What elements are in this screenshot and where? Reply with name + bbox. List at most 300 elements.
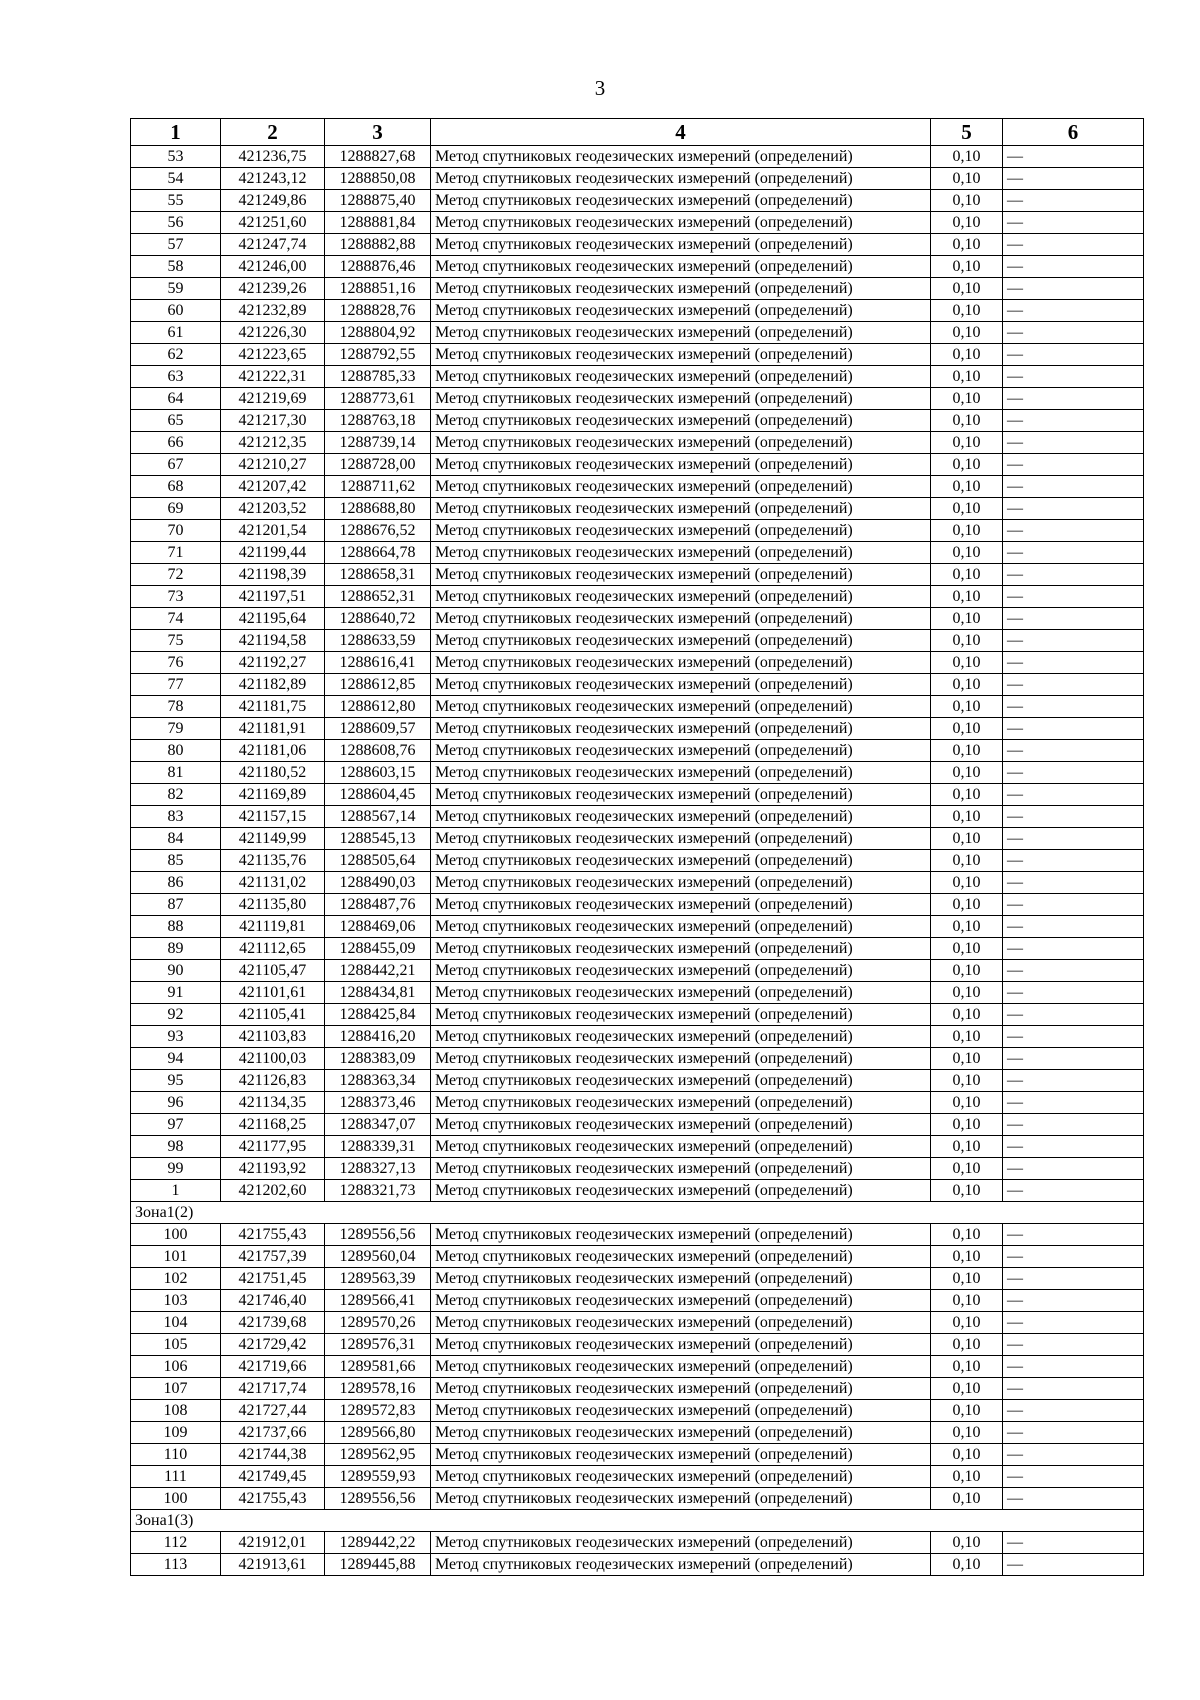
- description-cell: —: [1003, 146, 1144, 168]
- coordinate-x-cell: 421112,65: [221, 938, 325, 960]
- description-cell: —: [1003, 630, 1144, 652]
- point-number-cell: 87: [131, 894, 221, 916]
- table-row: [131, 366, 1144, 388]
- coordinate-y-cell: 1288676,52: [325, 520, 431, 542]
- method-cell: Метод спутниковых геодезических измерений (определений): [431, 938, 931, 960]
- coordinate-y-cell: 1288828,76: [325, 300, 431, 322]
- coordinate-x-cell: 421119,81: [221, 916, 325, 938]
- point-number-cell: 77: [131, 674, 221, 696]
- accuracy-cell: 0,10: [931, 806, 1003, 828]
- coordinate-y-cell: 1288612,85: [325, 674, 431, 696]
- point-number-cell: 101: [131, 1246, 221, 1268]
- method-cell: Метод спутниковых геодезических измерений (определений): [431, 1466, 931, 1488]
- coordinate-x-cell: 421243,12: [221, 168, 325, 190]
- coordinate-y-cell: 1289570,26: [325, 1312, 431, 1334]
- coordinate-x-cell: 421746,40: [221, 1290, 325, 1312]
- description-cell: —: [1003, 718, 1144, 740]
- coordinate-x-cell: 421100,03: [221, 1048, 325, 1070]
- point-number-cell: 66: [131, 432, 221, 454]
- table-row: [131, 190, 1144, 212]
- table-row: [131, 1026, 1144, 1048]
- description-cell: —: [1003, 740, 1144, 762]
- coordinate-y-cell: 1288827,68: [325, 146, 431, 168]
- table-row: [131, 1004, 1144, 1026]
- coordinate-y-cell: 1288545,13: [325, 828, 431, 850]
- coordinate-x-cell: 421239,26: [221, 278, 325, 300]
- table-row: [131, 696, 1144, 718]
- table-row: [131, 564, 1144, 586]
- method-cell: Метод спутниковых геодезических измерений (определений): [431, 476, 931, 498]
- zone-row: [131, 1510, 1144, 1532]
- table-row: [131, 410, 1144, 432]
- description-cell: —: [1003, 190, 1144, 212]
- method-cell: Метод спутниковых геодезических измерений (определений): [431, 784, 931, 806]
- description-cell: —: [1003, 212, 1144, 234]
- description-cell: —: [1003, 1554, 1144, 1576]
- method-cell: Метод спутниковых геодезических измерений (определений): [431, 608, 931, 630]
- description-cell: —: [1003, 278, 1144, 300]
- point-number-cell: 53: [131, 146, 221, 168]
- description-cell: —: [1003, 1224, 1144, 1246]
- method-cell: Метод спутниковых геодезических измерений (определений): [431, 212, 931, 234]
- table-row: [131, 1158, 1144, 1180]
- method-cell: Метод спутниковых геодезических измерений (определений): [431, 1114, 931, 1136]
- method-cell: Метод спутниковых геодезических измерений (определений): [431, 146, 931, 168]
- accuracy-cell: 0,10: [931, 1246, 1003, 1268]
- method-cell: Метод спутниковых геодезических измерений (определений): [431, 1488, 931, 1510]
- method-cell: Метод спутниковых геодезических измерений (определений): [431, 1070, 931, 1092]
- coordinate-x-cell: 421222,31: [221, 366, 325, 388]
- method-cell: Метод спутниковых геодезических измерений (определений): [431, 1422, 931, 1444]
- description-cell: —: [1003, 234, 1144, 256]
- description-cell: —: [1003, 168, 1144, 190]
- method-cell: Метод спутниковых геодезических измерений (определений): [431, 278, 931, 300]
- accuracy-cell: 0,10: [931, 212, 1003, 234]
- accuracy-cell: 0,10: [931, 1554, 1003, 1576]
- table-row: [131, 1444, 1144, 1466]
- coordinate-x-cell: 421101,61: [221, 982, 325, 1004]
- description-cell: —: [1003, 542, 1144, 564]
- point-number-cell: 76: [131, 652, 221, 674]
- table-row: [131, 608, 1144, 630]
- coordinate-y-cell: 1288739,14: [325, 432, 431, 454]
- table-row: [131, 1334, 1144, 1356]
- coordinate-x-cell: 421212,35: [221, 432, 325, 454]
- point-number-cell: 99: [131, 1158, 221, 1180]
- table-row: [131, 1378, 1144, 1400]
- table-row: [131, 1554, 1144, 1576]
- accuracy-cell: 0,10: [931, 322, 1003, 344]
- point-number-cell: 68: [131, 476, 221, 498]
- description-cell: —: [1003, 1488, 1144, 1510]
- coordinate-y-cell: 1288658,31: [325, 564, 431, 586]
- description-cell: —: [1003, 476, 1144, 498]
- description-cell: —: [1003, 1400, 1144, 1422]
- point-number-cell: 85: [131, 850, 221, 872]
- coordinate-y-cell: 1289578,16: [325, 1378, 431, 1400]
- point-number-cell: 95: [131, 1070, 221, 1092]
- description-cell: —: [1003, 1092, 1144, 1114]
- accuracy-cell: 0,10: [931, 1048, 1003, 1070]
- method-cell: Метод спутниковых геодезических измерений (определений): [431, 872, 931, 894]
- point-number-cell: 56: [131, 212, 221, 234]
- table-row: [131, 1290, 1144, 1312]
- method-cell: Метод спутниковых геодезических измерений (определений): [431, 1136, 931, 1158]
- coordinate-x-cell: 421197,51: [221, 586, 325, 608]
- description-cell: —: [1003, 432, 1144, 454]
- description-cell: —: [1003, 1422, 1144, 1444]
- table-row: [131, 938, 1144, 960]
- coordinate-x-cell: 421201,54: [221, 520, 325, 542]
- description-cell: —: [1003, 916, 1144, 938]
- coordinate-y-cell: 1289556,56: [325, 1224, 431, 1246]
- table-row: [131, 1224, 1144, 1246]
- table-body: [131, 146, 1144, 1576]
- coordinate-y-cell: 1288363,34: [325, 1070, 431, 1092]
- coordinate-y-cell: 1288347,07: [325, 1114, 431, 1136]
- coordinate-x-cell: 421126,83: [221, 1070, 325, 1092]
- accuracy-cell: 0,10: [931, 828, 1003, 850]
- coordinate-x-cell: 421149,99: [221, 828, 325, 850]
- coordinate-y-cell: 1288327,13: [325, 1158, 431, 1180]
- table-row: [131, 146, 1144, 168]
- table-row: [131, 388, 1144, 410]
- method-cell: Метод спутниковых геодезических измерений (определений): [431, 1532, 931, 1554]
- coordinate-x-cell: 421236,75: [221, 146, 325, 168]
- accuracy-cell: 0,10: [931, 234, 1003, 256]
- description-cell: —: [1003, 894, 1144, 916]
- coordinate-x-cell: 421181,91: [221, 718, 325, 740]
- table-row: [131, 586, 1144, 608]
- column-header-4: 4: [431, 119, 931, 146]
- coordinate-x-cell: 421134,35: [221, 1092, 325, 1114]
- accuracy-cell: 0,10: [931, 938, 1003, 960]
- coordinate-y-cell: 1289566,41: [325, 1290, 431, 1312]
- method-cell: Метод спутниковых геодезических измерений (определений): [431, 1290, 931, 1312]
- method-cell: Метод спутниковых геодезических измерений (определений): [431, 894, 931, 916]
- table-row: [131, 1048, 1144, 1070]
- zone-label: Зона1(2): [131, 1202, 1144, 1224]
- description-cell: —: [1003, 1268, 1144, 1290]
- column-header-6: 6: [1003, 119, 1144, 146]
- description-cell: —: [1003, 872, 1144, 894]
- accuracy-cell: 0,10: [931, 1268, 1003, 1290]
- method-cell: Метод спутниковых геодезических измерений (определений): [431, 1026, 931, 1048]
- coordinate-x-cell: 421729,42: [221, 1334, 325, 1356]
- point-number-cell: 55: [131, 190, 221, 212]
- accuracy-cell: 0,10: [931, 1312, 1003, 1334]
- point-number-cell: 94: [131, 1048, 221, 1070]
- accuracy-cell: 0,10: [931, 1400, 1003, 1422]
- description-cell: —: [1003, 608, 1144, 630]
- method-cell: Метод спутниковых геодезических измерений (определений): [431, 564, 931, 586]
- coordinate-x-cell: 421195,64: [221, 608, 325, 630]
- accuracy-cell: 0,10: [931, 1356, 1003, 1378]
- point-number-cell: 107: [131, 1378, 221, 1400]
- accuracy-cell: 0,10: [931, 608, 1003, 630]
- table-row: [131, 1246, 1144, 1268]
- coordinate-x-cell: 421749,45: [221, 1466, 325, 1488]
- point-number-cell: 105: [131, 1334, 221, 1356]
- coordinate-y-cell: 1288763,18: [325, 410, 431, 432]
- description-cell: —: [1003, 1136, 1144, 1158]
- coordinate-y-cell: 1288881,84: [325, 212, 431, 234]
- coordinate-x-cell: 421105,41: [221, 1004, 325, 1026]
- accuracy-cell: 0,10: [931, 1092, 1003, 1114]
- point-number-cell: 89: [131, 938, 221, 960]
- method-cell: Метод спутниковых геодезических измерений (определений): [431, 718, 931, 740]
- coordinate-y-cell: 1289581,66: [325, 1356, 431, 1378]
- point-number-cell: 79: [131, 718, 221, 740]
- coordinate-x-cell: 421223,65: [221, 344, 325, 366]
- point-number-cell: 62: [131, 344, 221, 366]
- table-row: [131, 542, 1144, 564]
- point-number-cell: 63: [131, 366, 221, 388]
- coordinate-x-cell: 421210,27: [221, 454, 325, 476]
- description-cell: —: [1003, 806, 1144, 828]
- accuracy-cell: 0,10: [931, 982, 1003, 1004]
- coordinate-x-cell: 421737,66: [221, 1422, 325, 1444]
- method-cell: Метод спутниковых геодезических измерений (определений): [431, 740, 931, 762]
- coordinate-y-cell: 1289556,56: [325, 1488, 431, 1510]
- description-cell: —: [1003, 982, 1144, 1004]
- page-number: 3: [594, 76, 606, 100]
- method-cell: Метод спутниковых геодезических измерений (определений): [431, 1246, 931, 1268]
- point-number-cell: 80: [131, 740, 221, 762]
- table-row: [131, 1488, 1144, 1510]
- accuracy-cell: 0,10: [931, 388, 1003, 410]
- method-cell: Метод спутниковых геодезических измерений (определений): [431, 344, 931, 366]
- coordinate-x-cell: 421913,61: [221, 1554, 325, 1576]
- point-number-cell: 106: [131, 1356, 221, 1378]
- coordinate-x-cell: 421217,30: [221, 410, 325, 432]
- point-number-cell: 91: [131, 982, 221, 1004]
- accuracy-cell: 0,10: [931, 1466, 1003, 1488]
- description-cell: —: [1003, 762, 1144, 784]
- description-cell: —: [1003, 828, 1144, 850]
- coordinate-y-cell: 1288487,76: [325, 894, 431, 916]
- description-cell: —: [1003, 344, 1144, 366]
- coordinate-x-cell: 421103,83: [221, 1026, 325, 1048]
- method-cell: Метод спутниковых геодезических измерений (определений): [431, 1400, 931, 1422]
- coordinate-y-cell: 1288804,92: [325, 322, 431, 344]
- table-row: [131, 1268, 1144, 1290]
- description-cell: —: [1003, 1312, 1144, 1334]
- method-cell: Метод спутниковых геодезических измерений (определений): [431, 1158, 931, 1180]
- accuracy-cell: 0,10: [931, 1180, 1003, 1202]
- point-number-cell: 82: [131, 784, 221, 806]
- point-number-cell: 100: [131, 1488, 221, 1510]
- table-row: [131, 1070, 1144, 1092]
- accuracy-cell: 0,10: [931, 652, 1003, 674]
- accuracy-cell: 0,10: [931, 1158, 1003, 1180]
- accuracy-cell: 0,10: [931, 366, 1003, 388]
- description-cell: —: [1003, 1070, 1144, 1092]
- method-cell: Метод спутниковых геодезических измерений (определений): [431, 432, 931, 454]
- method-cell: Метод спутниковых геодезических измерений (определений): [431, 168, 931, 190]
- coordinate-x-cell: 421181,75: [221, 696, 325, 718]
- point-number-cell: 100: [131, 1224, 221, 1246]
- coordinates-table: [130, 118, 1144, 1576]
- accuracy-cell: 0,10: [931, 850, 1003, 872]
- point-number-cell: 93: [131, 1026, 221, 1048]
- coordinate-y-cell: 1288321,73: [325, 1180, 431, 1202]
- coordinate-x-cell: 421182,89: [221, 674, 325, 696]
- method-cell: Метод спутниковых геодезических измерений (определений): [431, 696, 931, 718]
- point-number-cell: 103: [131, 1290, 221, 1312]
- accuracy-cell: 0,10: [931, 1334, 1003, 1356]
- accuracy-cell: 0,10: [931, 256, 1003, 278]
- point-number-cell: 65: [131, 410, 221, 432]
- coordinate-y-cell: 1288875,40: [325, 190, 431, 212]
- point-number-cell: 86: [131, 872, 221, 894]
- coordinate-x-cell: 421757,39: [221, 1246, 325, 1268]
- coordinate-y-cell: 1288792,55: [325, 344, 431, 366]
- accuracy-cell: 0,10: [931, 1488, 1003, 1510]
- accuracy-cell: 0,10: [931, 278, 1003, 300]
- accuracy-cell: 0,10: [931, 740, 1003, 762]
- coordinate-y-cell: 1288469,06: [325, 916, 431, 938]
- point-number-cell: 83: [131, 806, 221, 828]
- accuracy-cell: 0,10: [931, 344, 1003, 366]
- coordinate-y-cell: 1288434,81: [325, 982, 431, 1004]
- accuracy-cell: 0,10: [931, 410, 1003, 432]
- point-number-cell: 64: [131, 388, 221, 410]
- table-row: [131, 762, 1144, 784]
- method-cell: Метод спутниковых геодезических измерений (определений): [431, 1356, 931, 1378]
- coordinate-y-cell: 1288728,00: [325, 454, 431, 476]
- point-number-cell: 70: [131, 520, 221, 542]
- method-cell: Метод спутниковых геодезических измерений (определений): [431, 520, 931, 542]
- accuracy-cell: 0,10: [931, 1004, 1003, 1026]
- coordinate-y-cell: 1288664,78: [325, 542, 431, 564]
- coordinate-y-cell: 1288608,76: [325, 740, 431, 762]
- point-number-cell: 71: [131, 542, 221, 564]
- table-row: [131, 1312, 1144, 1334]
- coordinate-x-cell: 421168,25: [221, 1114, 325, 1136]
- table-row: [131, 1356, 1144, 1378]
- coordinate-x-cell: 421135,76: [221, 850, 325, 872]
- coordinate-y-cell: 1288603,15: [325, 762, 431, 784]
- table-row: [131, 674, 1144, 696]
- method-cell: Метод спутниковых геодезических измерений (определений): [431, 806, 931, 828]
- table-row: [131, 982, 1144, 1004]
- description-cell: —: [1003, 1114, 1144, 1136]
- table-row: [131, 344, 1144, 366]
- coordinate-x-cell: 421198,39: [221, 564, 325, 586]
- coordinate-x-cell: 421192,27: [221, 652, 325, 674]
- coordinate-x-cell: 421169,89: [221, 784, 325, 806]
- accuracy-cell: 0,10: [931, 476, 1003, 498]
- description-cell: —: [1003, 652, 1144, 674]
- coordinate-x-cell: 421251,60: [221, 212, 325, 234]
- table-row: [131, 1180, 1144, 1202]
- coordinate-y-cell: 1288383,09: [325, 1048, 431, 1070]
- coordinate-x-cell: 421202,60: [221, 1180, 325, 1202]
- coordinate-y-cell: 1288616,41: [325, 652, 431, 674]
- table-row: [131, 850, 1144, 872]
- method-cell: Метод спутниковых геодезических измерений (определений): [431, 190, 931, 212]
- coordinate-x-cell: 421219,69: [221, 388, 325, 410]
- coordinate-x-cell: 421193,92: [221, 1158, 325, 1180]
- coordinate-x-cell: 421912,01: [221, 1532, 325, 1554]
- point-number-cell: 102: [131, 1268, 221, 1290]
- coordinate-x-cell: 421194,58: [221, 630, 325, 652]
- method-cell: Метод спутниковых геодезических измерений (определений): [431, 498, 931, 520]
- accuracy-cell: 0,10: [931, 1224, 1003, 1246]
- table-row: [131, 1400, 1144, 1422]
- table-row: [131, 784, 1144, 806]
- table-row: [131, 1114, 1144, 1136]
- table-row: [131, 1532, 1144, 1554]
- coordinate-y-cell: 1288612,80: [325, 696, 431, 718]
- accuracy-cell: 0,10: [931, 630, 1003, 652]
- coordinate-x-cell: 421727,44: [221, 1400, 325, 1422]
- table-row: [131, 740, 1144, 762]
- table-row: [131, 960, 1144, 982]
- accuracy-cell: 0,10: [931, 146, 1003, 168]
- coordinate-x-cell: 421719,66: [221, 1356, 325, 1378]
- coordinate-y-cell: 1288785,33: [325, 366, 431, 388]
- coordinate-y-cell: 1289560,04: [325, 1246, 431, 1268]
- point-number-cell: 74: [131, 608, 221, 630]
- description-cell: —: [1003, 696, 1144, 718]
- coordinate-x-cell: 421232,89: [221, 300, 325, 322]
- point-number-cell: 98: [131, 1136, 221, 1158]
- coordinate-x-cell: 421739,68: [221, 1312, 325, 1334]
- method-cell: Метод спутниковых геодезических измерений (определений): [431, 366, 931, 388]
- method-cell: Метод спутниковых геодезических измерений (определений): [431, 1048, 931, 1070]
- description-cell: —: [1003, 1532, 1144, 1554]
- description-cell: —: [1003, 850, 1144, 872]
- coordinate-y-cell: 1289576,31: [325, 1334, 431, 1356]
- method-cell: Метод спутниковых геодезических измерений (определений): [431, 1444, 931, 1466]
- table-row: [131, 322, 1144, 344]
- description-cell: —: [1003, 938, 1144, 960]
- description-cell: —: [1003, 960, 1144, 982]
- point-number-cell: 75: [131, 630, 221, 652]
- coordinate-y-cell: 1289563,39: [325, 1268, 431, 1290]
- table-row: [131, 894, 1144, 916]
- accuracy-cell: 0,10: [931, 520, 1003, 542]
- coordinate-y-cell: 1288882,88: [325, 234, 431, 256]
- description-cell: —: [1003, 1356, 1144, 1378]
- coordinate-y-cell: 1289572,83: [325, 1400, 431, 1422]
- table-row: [131, 454, 1144, 476]
- description-cell: —: [1003, 322, 1144, 344]
- method-cell: Метод спутниковых геодезических измерений (определений): [431, 454, 931, 476]
- method-cell: Метод спутниковых геодезических измерений (определений): [431, 850, 931, 872]
- table-row: [131, 498, 1144, 520]
- coordinate-x-cell: 421207,42: [221, 476, 325, 498]
- accuracy-cell: 0,10: [931, 872, 1003, 894]
- description-cell: —: [1003, 674, 1144, 696]
- method-cell: Метод спутниковых геодезических измерений (определений): [431, 960, 931, 982]
- zone-row: [131, 1202, 1144, 1224]
- method-cell: Метод спутниковых геодезических измерений (определений): [431, 1378, 931, 1400]
- description-cell: —: [1003, 1466, 1144, 1488]
- point-number-cell: 97: [131, 1114, 221, 1136]
- description-cell: —: [1003, 300, 1144, 322]
- table-row: [131, 1422, 1144, 1444]
- accuracy-cell: 0,10: [931, 498, 1003, 520]
- table-row: [131, 278, 1144, 300]
- description-cell: —: [1003, 1026, 1144, 1048]
- coordinate-x-cell: 421105,47: [221, 960, 325, 982]
- point-number-cell: 57: [131, 234, 221, 256]
- method-cell: Метод спутниковых геодезических измерений (определений): [431, 322, 931, 344]
- coordinate-x-cell: 421226,30: [221, 322, 325, 344]
